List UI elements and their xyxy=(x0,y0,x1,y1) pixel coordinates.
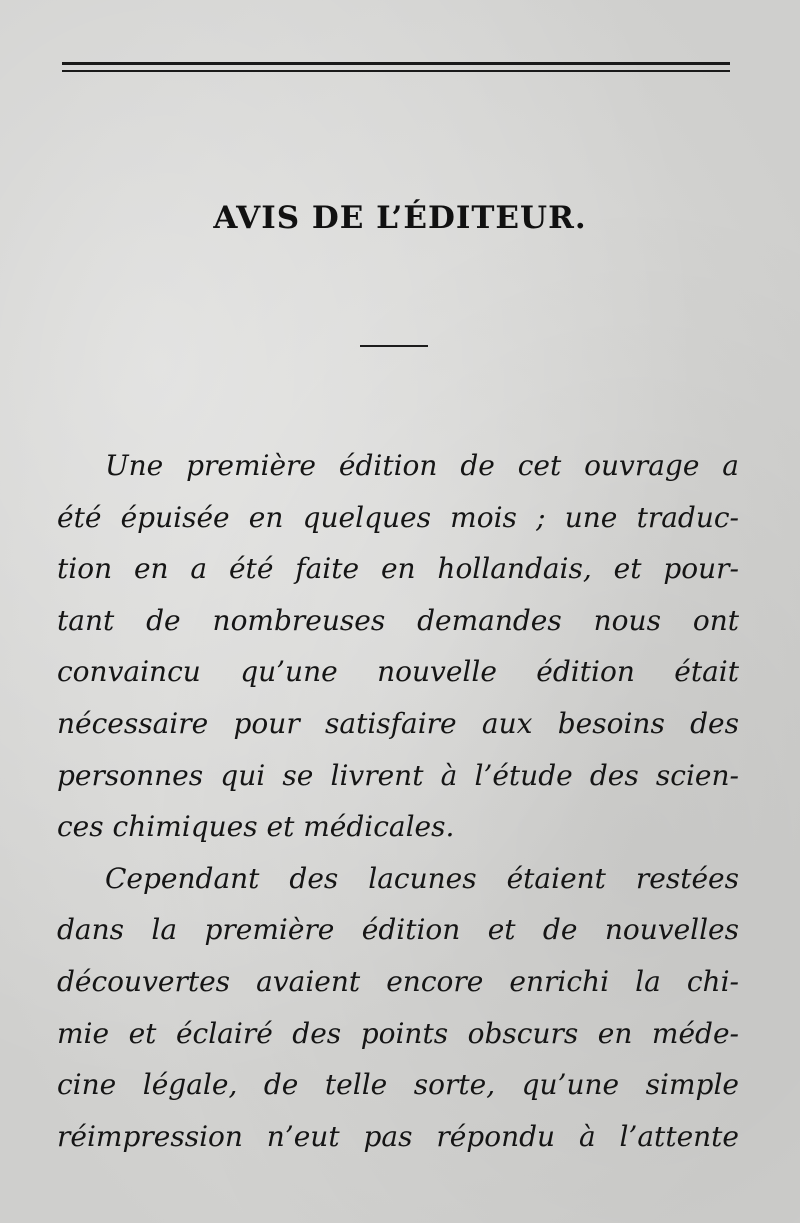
text-line: personnes qui se livrent à l’étude des scien- xyxy=(57,758,739,792)
body-text xyxy=(57,440,739,1162)
text-line: tion en a été faite en hollandais, et pour- xyxy=(57,552,739,586)
text-line: découvertes avaient encore enrichi la chi- xyxy=(57,964,739,998)
text-line: Une première édition de cet ouvrage a xyxy=(105,449,739,482)
paragraph xyxy=(57,853,739,1163)
text-line: été épuisée en quelques mois ; une traduc- xyxy=(57,500,739,534)
header-double-rule xyxy=(62,62,730,74)
paragraph xyxy=(57,440,739,853)
header-rule-bottom xyxy=(62,70,730,72)
text-line: Cependant des lacunes étaient restées xyxy=(105,861,739,895)
text-line: cine légale, de telle sorte, qu’une simple xyxy=(57,1068,739,1102)
text-line: tant de nombreuses demandes nous ont xyxy=(57,603,739,637)
title-separator-rule xyxy=(360,345,428,347)
header-rule-top xyxy=(62,62,730,65)
page-title: AVIS DE L’ÉDITEUR. xyxy=(213,200,587,236)
text-line: mie et éclairé des points obscurs en méde- xyxy=(57,1016,739,1050)
text-line: ces chimiques et médicales. xyxy=(57,810,455,844)
text-line: convaincu qu’une nouvelle édition était xyxy=(57,655,739,689)
text-line: nécessaire pour satisfaire aux besoins des xyxy=(57,706,739,740)
text-line: réimpression n’eut pas répondu à l’attente xyxy=(57,1119,739,1153)
text-line: dans la première édition et de nouvelles xyxy=(57,913,739,947)
